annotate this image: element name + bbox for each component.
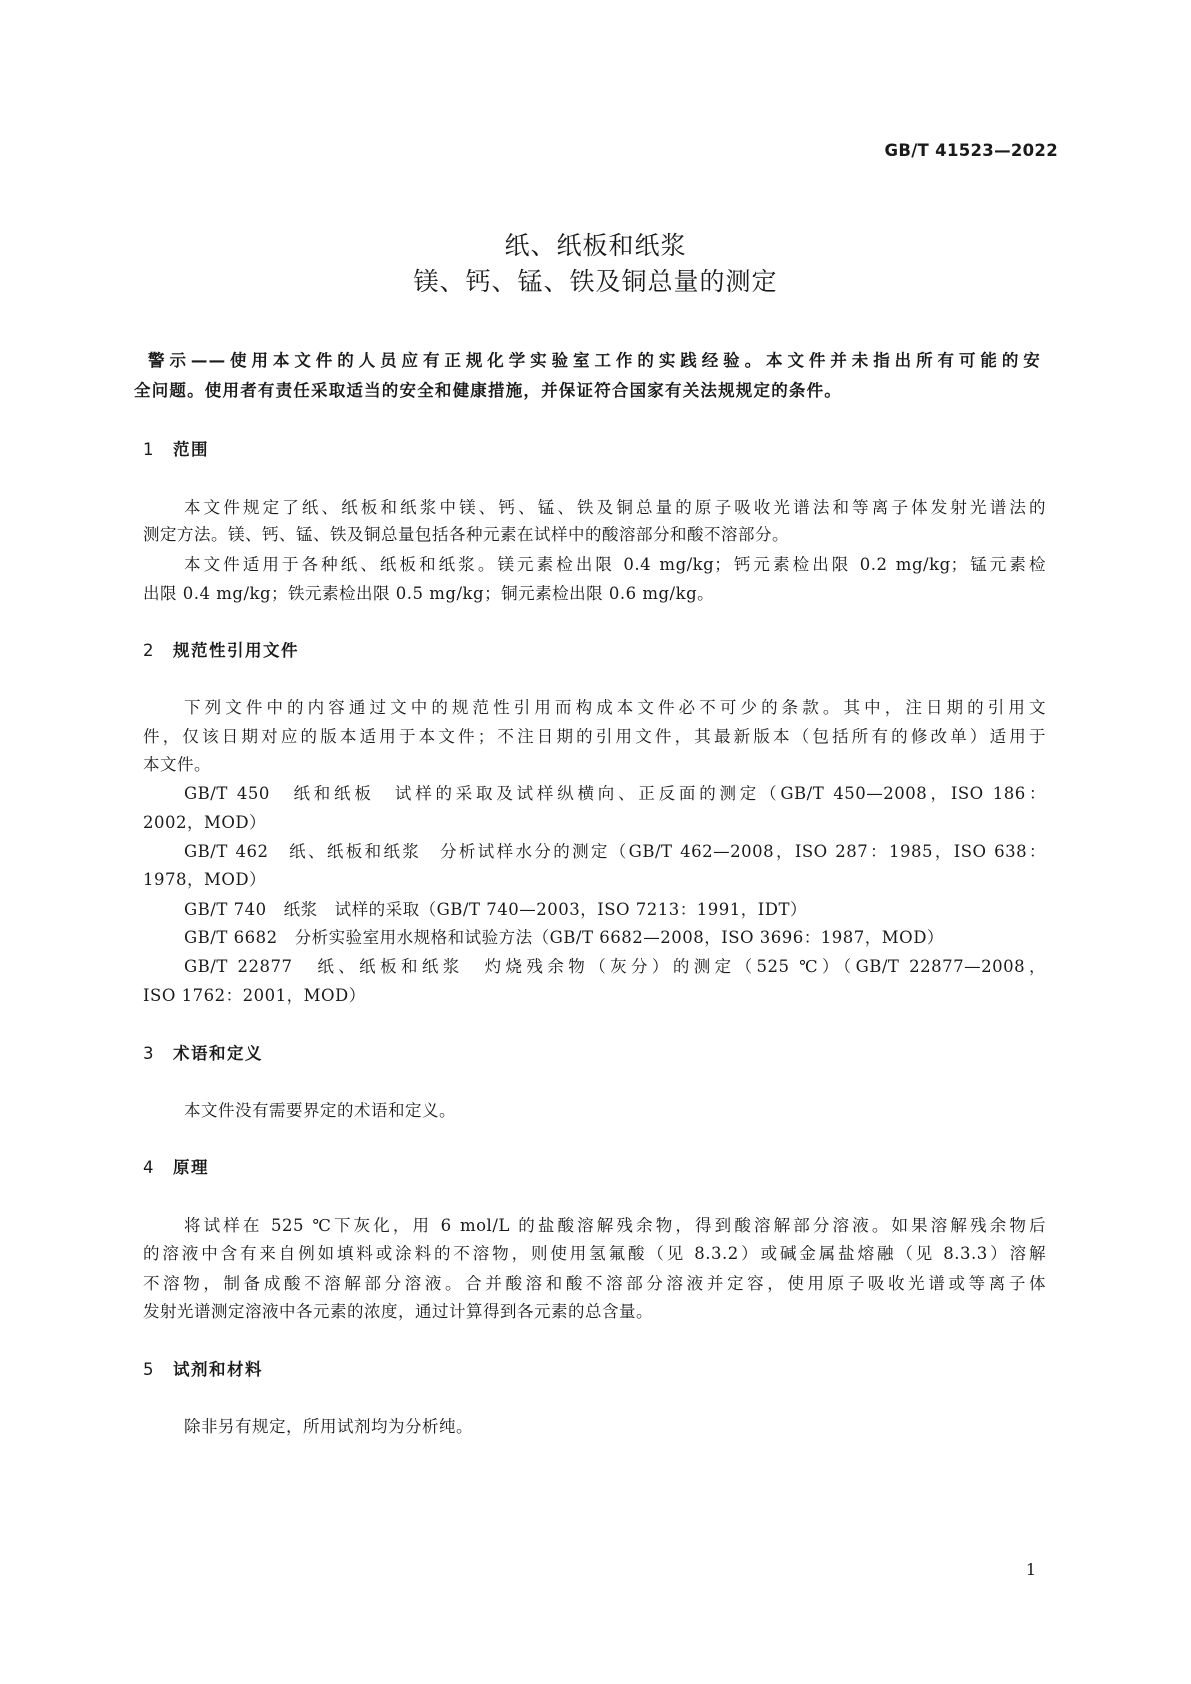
- standard-code: GB/T 41523—2022: [884, 141, 1058, 160]
- paragraph-line: 本文件没有需要界定的术语和定义。: [184, 1101, 456, 1120]
- reference-line: ISO 1762：2001，MOD）: [143, 986, 366, 1005]
- section-number: 1: [143, 440, 155, 459]
- reference-line: GB/T 22877 纸、纸板和纸浆 灼烧残余物（灰分）的测定（525 ℃）（GB/T 22877—2008，: [184, 957, 1046, 976]
- reference-line: GB/T 450 纸和纸板 试样的采取及试样纵横向、正反面的测定（GB/T 450—2008，ISO 186：: [184, 784, 1046, 803]
- paragraph-line: 发射光谱测定溶液中各元素的浓度，通过计算得到各元素的总含量。: [143, 1302, 653, 1321]
- section-heading-2: [143, 637, 299, 661]
- section-title: 范围: [173, 440, 209, 459]
- paragraph-line: 本文件规定了纸、纸板和纸浆中镁、钙、锰、铁及铜总量的原子吸收光谱法和等离子体发射光谱法的: [184, 498, 1046, 517]
- paragraph-line: 的溶液中含有来自例如填料或涂料的不溶物，则使用氢氟酸（见 8.3.2）或碱金属盐熔融（见 8.3.3）溶解: [143, 1244, 1046, 1263]
- warning-line-2: 全问题。使用者有责任采取适当的安全和健康措施，并保证符合国家有关法规规定的条件。: [134, 381, 842, 400]
- paragraph-line: 不溶物，制备成酸不溶解部分溶液。合并酸溶和酸不溶部分溶液并定容，使用原子吸收光谱或等离子体: [143, 1274, 1046, 1293]
- section-number: 2: [143, 641, 155, 660]
- reference-line: 1978，MOD）: [143, 870, 267, 889]
- section-title: 原理: [173, 1158, 209, 1177]
- paragraph-line: 本文件适用于各种纸、纸板和纸浆。镁元素检出限 0.4 mg/kg；钙元素检出限 0.2 mg/kg；锰元素检: [184, 555, 1046, 574]
- paragraph-line: 将试样在 525 ℃下灰化，用 6 mol/L 的盐酸溶解残余物，得到酸溶解部分溶液。如果溶解残余物后: [184, 1216, 1046, 1235]
- reference-line: GB/T 740 纸浆 试样的采取（GB/T 740—2003，ISO 7213：1991，IDT）: [184, 900, 808, 919]
- reference-line: 2002，MOD）: [143, 813, 267, 832]
- section-number: 4: [143, 1158, 155, 1177]
- warning-line-1: 警示——使用本文件的人员应有正规化学实验室工作的实践经验。本文件并未指出所有可能的安: [148, 351, 1041, 370]
- section-title: 试剂和材料: [173, 1360, 263, 1379]
- section-title: 术语和定义: [173, 1044, 263, 1063]
- document-title-line-1: 纸、纸板和纸浆: [504, 231, 687, 260]
- document-title-line-2: 镁、钙、锰、铁及铜总量的测定: [413, 267, 778, 296]
- section-heading-1: [143, 436, 209, 460]
- paragraph-line: 出限 0.4 mg/kg；铁元素检出限 0.5 mg/kg；铜元素检出限 0.6 mg/kg。: [143, 584, 715, 603]
- section-heading-5: [143, 1356, 263, 1380]
- paragraph-line: 件，仅该日期对应的版本适用于本文件；不注日期的引用文件，其最新版本（包括所有的修改单）适用于: [143, 727, 1046, 746]
- reference-line: GB/T 462 纸、纸板和纸浆 分析试样水分的测定（GB/T 462—2008，ISO 287：1985，ISO 638：: [184, 842, 1046, 861]
- section-number: 3: [143, 1044, 155, 1063]
- paragraph-line: 下列文件中的内容通过文中的规范性引用而构成本文件必不可少的条款。其中，注日期的引用文: [184, 698, 1046, 717]
- section-heading-4: [143, 1154, 209, 1178]
- paragraph-line: 测定方法。镁、钙、锰、铁及铜总量包括各种元素在试样中的酸溶部分和酸不溶部分。: [143, 525, 789, 544]
- page-number: 1: [1025, 1560, 1036, 1579]
- section-title: 规范性引用文件: [173, 641, 299, 660]
- section-number: 5: [143, 1360, 155, 1379]
- paragraph-line: 本文件。: [143, 755, 211, 774]
- section-heading-3: [143, 1040, 263, 1064]
- paragraph-line: 除非另有规定，所用试剂均为分析纯。: [184, 1417, 473, 1436]
- reference-line: GB/T 6682 分析实验室用水规格和试验方法（GB/T 6682—2008，ISO 3696：1987，MOD）: [184, 928, 944, 947]
